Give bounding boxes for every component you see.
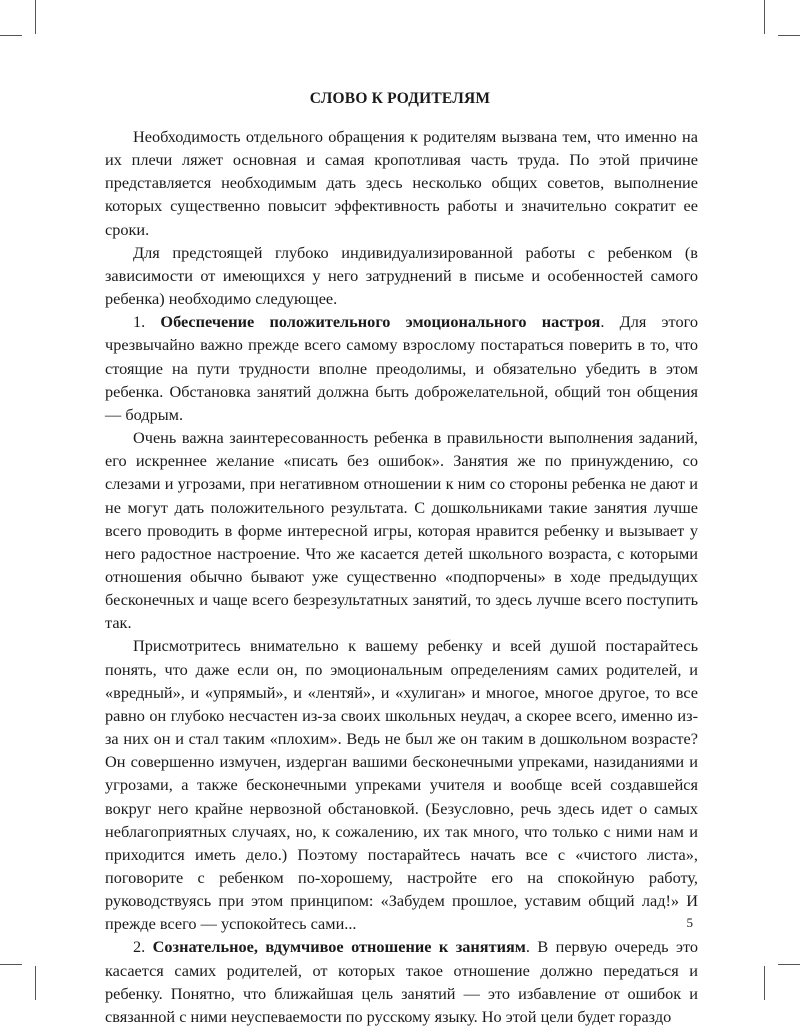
paragraph: Необходимость отдельного обращения к родителям вызвана тем, что именно на их плечи ляжет основная и самая кропотливая часть труда. По этой причине представляется необходимым дать здесь несколько общих советов, выполнение которых существенно повысит эффективность работы и значительно сократит ее сроки.: [105, 127, 698, 239]
crop-mark: [0, 964, 22, 965]
paragraph: Для предстоящей глубоко индивидуализированной работы с ребенком (в зависимости от имеющихся у него затруднений в письме и особенностей самого ребенка) необходимо следующее.: [105, 242, 698, 309]
section-heading: Сознательное, вдумчивое отношение к занятиям: [152, 937, 526, 957]
page-number: 5: [686, 915, 693, 930]
page-title: СЛОВО К РОДИТЕЛЯМ: [309, 90, 491, 107]
crop-mark: [778, 35, 800, 36]
crop-mark: [778, 964, 800, 965]
article-body: [105, 125, 698, 1028]
crop-mark: [764, 966, 765, 1000]
crop-mark: [35, 0, 36, 34]
crop-mark: [0, 35, 22, 36]
crop-mark: [764, 0, 765, 34]
paragraph: Присмотритесь внимательно к вашему ребенку и всей душой постарайтесь понять, что даже если он, по эмоциональным определениям самих родителей, и «вредный», и «упрямый», и «лентяй», и «хулиган» и многое, многое другое, то все равно он глубоко несчастен из-за своих школьных неудач, а скорее всего, именно из-за них он и стал таким «плохим». Ведь не был же он таким в дошкольном возрасте? Он совершенно измучен, издерган вашими бесконечными упреками, назиданиями и угрозами, а также бесконечными упреками учителя и вообще всей создавшейся вокруг него крайне нервозной обстановкой. (Безусловно, речь здесь идет о самых неблагоприятных случаях, но, к сожалению, их так много, что только с ними нам и приходится иметь дело.) Поэтому постарайтесь начать все с «чистого листа», поговорите с ребенком по-хорошему, настройте его на спокойную работу, руководствуясь при этом принципом: «Забудем прошлое, уставим общий лад!» И прежде всего — успокойтесь сами...: [105, 636, 698, 934]
crop-mark: [35, 966, 36, 1000]
paragraph: 1. Обеспечение положительного эмоционального настроя. Для этого чрезвычайно важно прежде всего самому взрослому постараться поверить в то, что стоящие на пути трудности вполне преодолимы, и обязательно убедить в этом ребенка. Обстановка занятий должна быть доброжелательной, общий тон общения — бодрым.: [105, 312, 698, 424]
paragraph: 2. Сознательное, вдумчивое отношение к занятиям. В первую очередь это касается самих родителей, от которых такое отношение должно передаться и ребенку. Понятно, что ближайшая цель занятий — это избавление от ошибок и связанной с ними неуспеваемости по русскому языку. Но этой цели будет гораздо: [105, 937, 699, 1026]
paragraph: Очень важна заинтересованность ребенка в правильности выполнения заданий, его искреннее желание «писать без ошибок». Занятия же по принуждению, со слезами и угрозами, при негативном отношении к ним со стороны ребенка не дают и не могут дать положительного результата. С дошкольниками такие занятия лучше всего проводить в форме интересной игры, которая нравится ребенку и вызывает у него радостное настроение. Что же касается детей школьного возраста, с которыми отношения обычно бывают уже существенно «подпорчены» в ходе предыдущих бесконечных и чаще всего безрезультатных занятий, то здесь лучше всего поступить так.: [105, 428, 698, 633]
section-heading: Обеспечение положительного эмоционального настроя: [160, 312, 601, 332]
